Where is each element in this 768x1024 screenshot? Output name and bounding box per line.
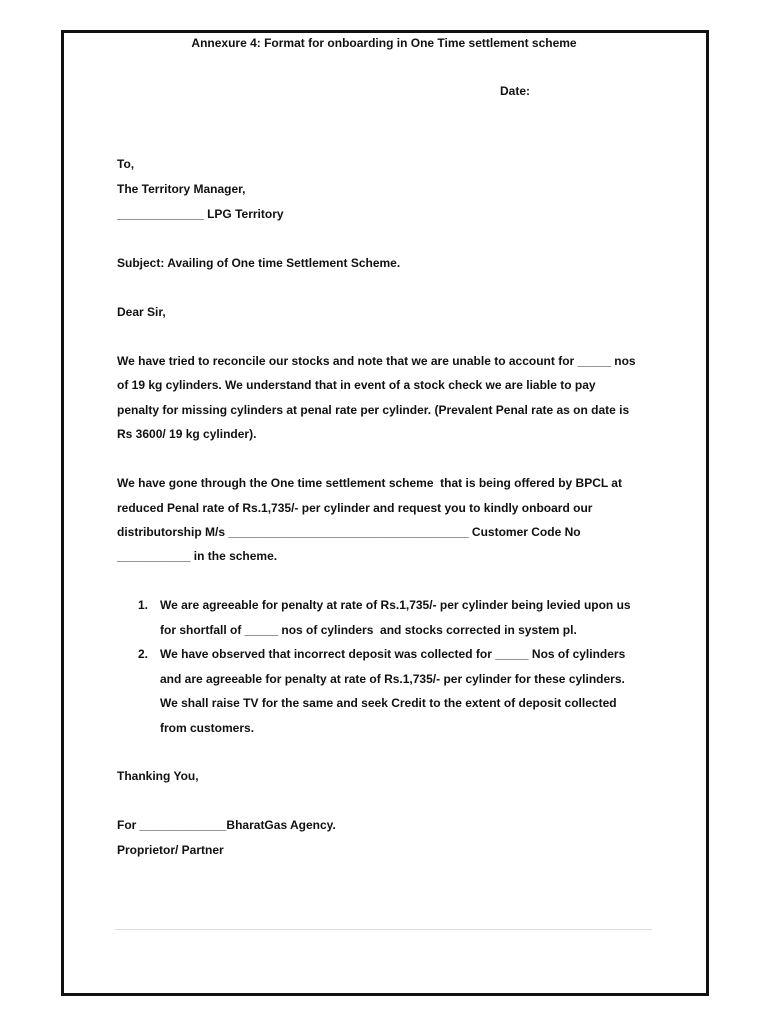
list-item-line: for shortfall of _____ nos of cylinders and stocks corrected in system pl. [160,623,577,637]
list-item-line: from customers. [160,721,255,735]
list-item-line: We have observed that incorrect deposit was collected for _____ Nos of cylinders [160,647,626,661]
list-item-line: We are agreeable for penalty at rate of Rs.1,735/- per cylinder being levied upon us [160,598,631,612]
list-item-line: and are agreeable for penalty at rate of Rs.1,735/- per cylinder for these cylinders. [160,672,625,686]
para2-line: reduced Penal rate of Rs.1,735/- per cylinder and request you to kindly onboard our [117,501,593,515]
footer-divider [115,929,652,930]
date-label: Date: [500,84,531,98]
closing-line: Thanking You, [117,769,199,783]
para1-line: of 19 kg cylinders. We understand that in event of a stock check we are liable to pay [117,378,596,392]
to-line: To, [117,157,135,171]
list-item-number: 1. [138,598,149,612]
para1-line: We have tried to reconcile our stocks and note that we are unable to account for _____ nos [117,354,636,368]
list-item-line: We shall raise TV for the same and seek Credit to the extent of deposit collected [160,696,617,710]
territory-line: _____________ LPG Territory [117,207,284,221]
document-title: Annexure 4: Format for onboarding in One Time settlement scheme [191,36,577,50]
subject-line: Subject: Availing of One time Settlement Scheme. [117,256,401,270]
para1-line: Rs 3600/ 19 kg cylinder). [117,427,257,441]
para2-line: distributorship M/s ____________________________________ Customer Code No [117,525,581,539]
list-item-number: 2. [138,647,149,661]
para2-line: We have gone through the One time settlement scheme that is being offered by BPCL at [117,476,622,490]
para1-line: penalty for missing cylinders at penal rate per cylinder. (Prevalent Penal rate as on date is [117,403,630,417]
para2-line: ___________ in the scheme. [117,549,278,563]
addressee-line: The Territory Manager, [117,182,246,196]
signoff-for-line: For _____________BharatGas Agency. [117,818,336,832]
salutation: Dear Sir, [117,305,166,319]
signoff-role-line: Proprietor/ Partner [117,843,224,857]
